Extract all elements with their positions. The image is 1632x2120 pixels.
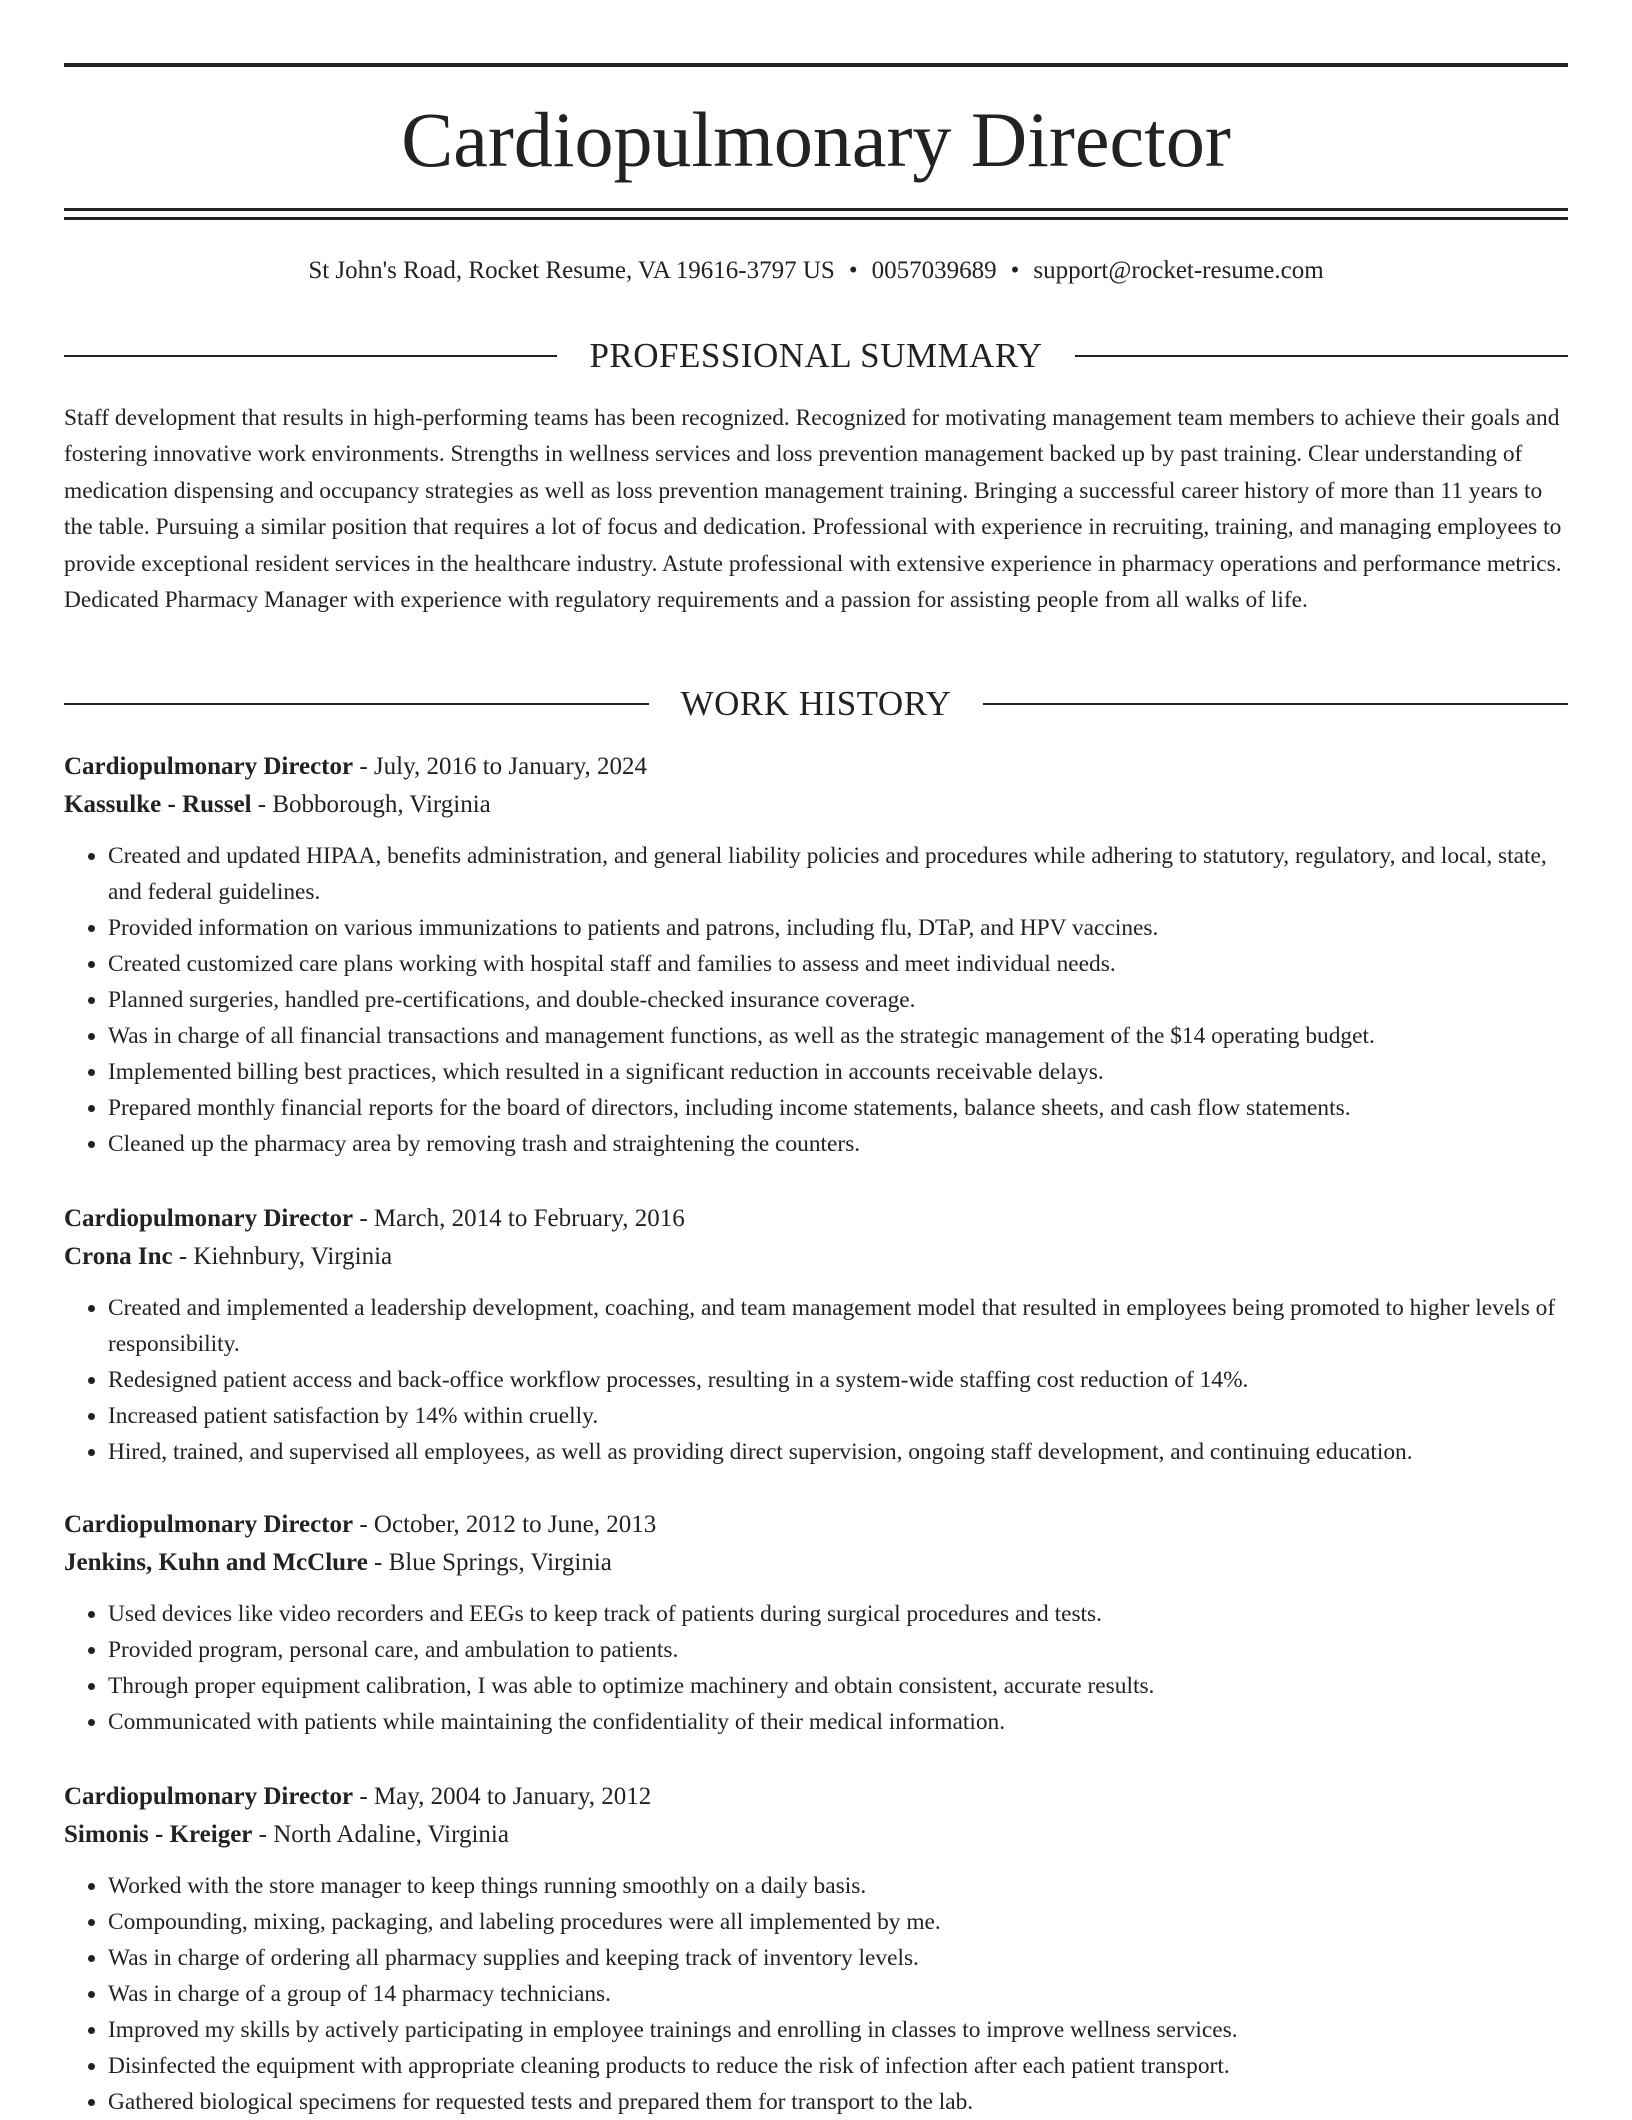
job-bullet-list [64,1290,1568,1470]
job-title: Cardiopulmonary Director [64,753,354,780]
job-company: Jenkins, Kuhn and McClure [64,1549,368,1576]
job-company: Crona Inc [64,1243,173,1270]
job-bullet: • Was in charge of ordering all pharmacy supplies and keeping track of inventory levels. [108,1940,1568,1976]
heading-rule-left [64,703,649,705]
contact-phone: 0057039689 [871,257,997,284]
header-double-rule-upper [64,208,1568,211]
job-bullet: • Communicated with patients while maintaining the confidentiality of their medical information. [108,1704,1568,1740]
job-title-line [64,1506,1568,1544]
job-bullet-list [64,1868,1568,2120]
job-company: Simonis - Kreiger [64,1821,253,1848]
summary-section-heading [64,334,1568,378]
job-title: Cardiopulmonary Director [64,1783,354,1810]
job-entry [64,748,1568,1162]
job-title-line [64,1778,1568,1816]
job-title: Cardiopulmonary Director [64,1205,354,1232]
job-bullet: • Gathered biological specimens for requested tests and prepared them for transport to the lab. [108,2084,1568,2120]
job-bullet: • Improved my skills by actively participating in employee trainings and enrolling in classes to improve wellness services. [108,2012,1568,2048]
job-bullet-list [64,1596,1568,1740]
job-bullet: • Cleaned up the pharmacy area by removing trash and straightening the counters. [108,1126,1568,1162]
work-section-heading [64,682,1568,726]
job-bullet: • Created customized care plans working with hospital staff and families to assess and meet individual needs. [108,946,1568,982]
contact-address: St John's Road, Rocket Resume, VA 19616-3797 US [308,257,835,284]
job-bullet: • Redesigned patient access and back-office workflow processes, resulting in a system-wide staffing cost reduction of 14%. [108,1362,1568,1398]
resume-name: Cardiopulmonary Director [401,96,1231,183]
work-heading-title: WORK HISTORY [680,684,952,723]
contact-email: support@rocket-resume.com [1033,257,1324,284]
job-bullet: • Compounding, mixing, packaging, and labeling procedures were all implemented by me. [108,1904,1568,1940]
job-bullet: • Hired, trained, and supervised all employees, as well as providing direct supervision, ongoing staff development, and continuing education. [108,1434,1568,1470]
job-entry [64,1778,1568,2120]
job-company: Kassulke - Russel [64,791,252,818]
job-bullet: • Used devices like video recorders and EEGs to keep track of patients during surgical procedures and tests. [108,1596,1568,1632]
job-dates: - July, 2016 to January, 2024 [353,753,648,780]
job-company-line [64,1238,1568,1276]
job-bullet: • Was in charge of all financial transactions and management functions, as well as the strategic management of the $14 operating budget. [108,1018,1568,1054]
job-title-line [64,748,1568,786]
job-location: - Bobborough, Virginia [251,791,491,818]
job-location: - North Adaline, Virginia [252,1821,509,1848]
job-bullet: • Created and implemented a leadership development, coaching, and team management model that resulted in employees being promoted to higher levels of responsibility. [108,1290,1568,1362]
job-bullet: • Increased patient satisfaction by 14% within cruelly. [108,1398,1568,1434]
job-title: Cardiopulmonary Director [64,1511,354,1538]
job-dates: - May, 2004 to January, 2012 [353,1783,652,1810]
job-bullet: • Created and updated HIPAA, benefits administration, and general liability policies and procedures while adhering to statutory, regulatory, and local, state, and federal guidelines. [108,838,1568,910]
job-entry [64,1200,1568,1470]
contact-separator: • [848,257,858,284]
header-top-rule [64,63,1568,67]
job-bullet: • Provided information on various immunizations to patients and patrons, including flu, DTaP, and HPV vaccines. [108,910,1568,946]
job-bullet: • Implemented billing best practices, which resulted in a significant reduction in accounts receivable delays. [108,1054,1568,1090]
job-location: - Kiehnbury, Virginia [172,1243,393,1270]
job-company-line [64,1544,1568,1582]
job-dates: - March, 2014 to February, 2016 [353,1205,685,1232]
job-entry [64,1506,1568,1740]
job-bullet: • Worked with the store manager to keep things running smoothly on a daily basis. [108,1868,1568,1904]
contact-line [64,254,1568,288]
job-bullet-list [64,838,1568,1162]
job-company-line [64,786,1568,824]
job-bullet: • Was in charge of a group of 14 pharmacy technicians. [108,1976,1568,2012]
header-double-rule-lower [64,217,1568,220]
job-bullet: • Through proper equipment calibration, I was able to optimize machinery and obtain consistent, accurate results. [108,1668,1568,1704]
heading-rule-right [1075,355,1568,357]
job-title-line [64,1200,1568,1238]
heading-rule-left [64,355,557,357]
job-location: - Blue Springs, Virginia [367,1549,612,1576]
job-dates: - October, 2012 to June, 2013 [353,1511,657,1538]
job-bullet: • Prepared monthly financial reports for the board of directors, including income statements, balance sheets, and cash flow statements. [108,1090,1568,1126]
summary-text: Staff development that results in high-performing teams has been recognized. Recognized for motivating management team members to achieve their goals and fostering innovative work environments. Strengths in wellness services and loss prevention management backed up by past training. Clear understanding of medication dispensing and occupancy strategies as well as loss prevention management training. Bringing a successful career history of more than 11 years to the table. Pursuing a similar position that requires a lot of focus and dedication. Professional with experience in recruiting, training, and managing employees to provide exceptional resident services in the healthcare industry. Astute professional with extensive experience in pharmacy operations and performance metrics. Dedicated Pharmacy Manager with experience with regulatory requirements and a passion for assisting people from all walks of life. [64,405,1562,614]
job-bullet: • Planned surgeries, handled pre-certifications, and double-checked insurance coverage. [108,982,1568,1018]
contact-separator: • [1010,257,1020,284]
job-bullet: • Provided program, personal care, and ambulation to patients. [108,1632,1568,1668]
job-bullet: • Disinfected the equipment with appropriate cleaning products to reduce the risk of infection after each patient transport. [108,2048,1568,2084]
summary-heading-title: PROFESSIONAL SUMMARY [589,336,1043,375]
heading-rule-right [983,703,1568,705]
job-company-line [64,1816,1568,1854]
